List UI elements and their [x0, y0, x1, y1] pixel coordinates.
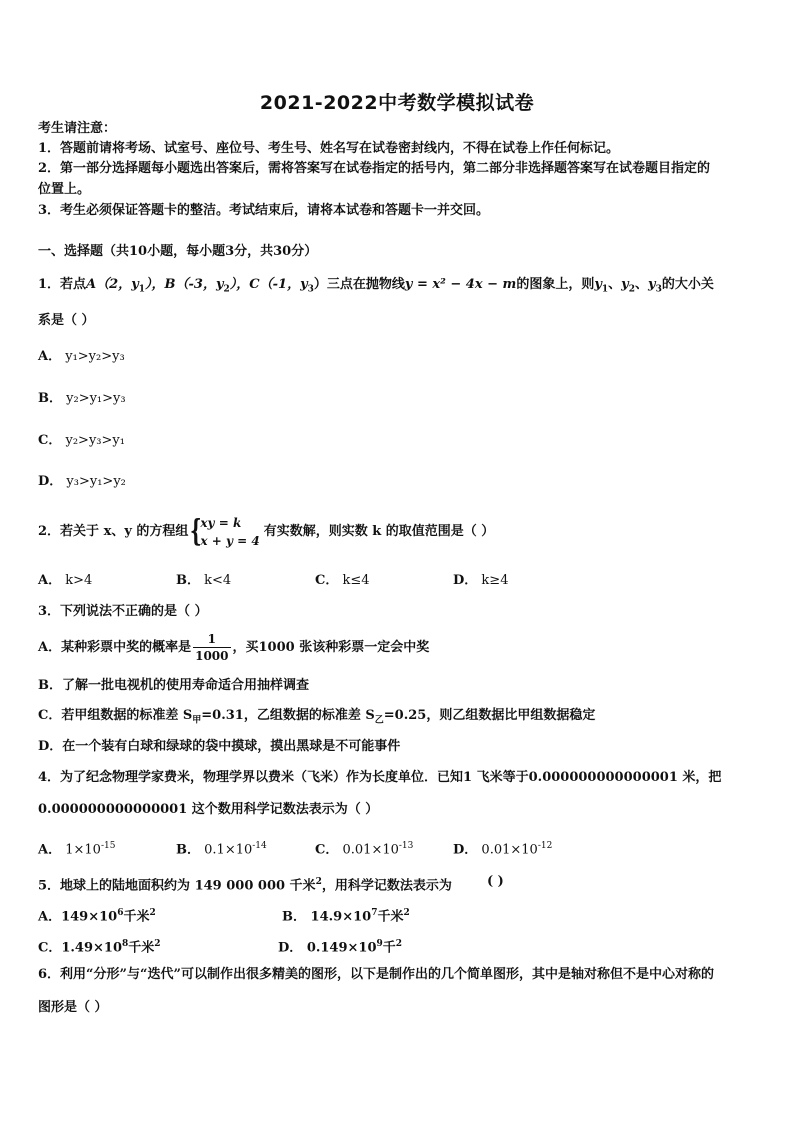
q2-option-d[interactable]: [453, 572, 508, 590]
q5-option-b-label: B．: [282, 909, 306, 925]
q2-option-b[interactable]: [176, 572, 231, 590]
q2-brace: {: [190, 513, 202, 549]
q2-option-d-label: D．: [453, 573, 478, 588]
q4-option-b-exp: -14: [252, 841, 267, 851]
q5-option-c[interactable]: [38, 935, 161, 957]
q2-equation-system: [190, 514, 259, 550]
q5-answer-bracket: ( ): [487, 874, 504, 889]
q2-prefix: 2．若关于 x、y 的方程组: [38, 524, 189, 539]
q4-option-b-label: B．: [176, 842, 200, 858]
q3-option-a-suffix: ，买1000 张该种彩票一定会中奖: [232, 640, 430, 655]
q4-option-a-base: 1×10: [65, 842, 101, 858]
q1-option-b-text: y₂>y₁>y₃: [66, 391, 126, 406]
q2-option-a[interactable]: [38, 572, 92, 590]
q5-option-c-unit-exp: 2: [154, 939, 161, 949]
q1-sub-b: 2: [223, 284, 230, 295]
q3-option-a-prefix: A．某种彩票中奖的概率是: [38, 640, 192, 655]
q1-after: 的图象上，则: [516, 277, 595, 292]
q5-option-d-exp: 9: [376, 939, 383, 949]
q5-stem-tail: ，用科学记数法表示为: [321, 878, 452, 894]
q1-y-c: y: [300, 277, 308, 292]
q1-point-b: ），B（-3，: [145, 277, 216, 292]
exam-title: 2021-2022中考数学模拟试卷: [259, 92, 535, 114]
notice-item-2: 2．第一部分选择题每小题选出答案后，需将答案写在试卷指定的括号内，第二部分非选择题答案写在试卷题目指定的: [38, 161, 711, 176]
q3-sub-yi: 乙: [374, 715, 384, 726]
q5-option-d-label: D．: [278, 940, 303, 956]
q3-option-b[interactable]: B．了解一批电视机的使用寿命适合用抽样调查: [38, 678, 309, 693]
q5-stem-text: 5．地球上的陆地面积约为 149 000 000 千米: [38, 878, 316, 894]
q3-option-d[interactable]: D．在一个装有白球和绿球的袋中摸球，摸出黑球是不可能事件: [38, 739, 401, 754]
q5-option-b-unit: 千米: [377, 909, 404, 925]
q5-option-d-base: 0.149×10: [306, 940, 377, 956]
q5-option-b-base: 14.9×10: [310, 909, 372, 925]
q4-option-c[interactable]: [315, 837, 413, 859]
notice-item-1: 1．答题前请将考场、试室号、座位号、考生号、姓名写在试卷密封线内，不得在试卷上作任何标记。: [38, 141, 620, 156]
q3-fraction: [193, 631, 230, 664]
q1-option-a-label: A．: [38, 349, 62, 364]
notice-heading: 考生请注意：: [38, 121, 117, 136]
q2-option-b-label: B．: [176, 573, 200, 588]
notice-item-3: 3．考生必须保证答题卡的整洁。考试结束后，请将本试卷和答题卡一并交回。: [38, 203, 490, 218]
q2-option-c[interactable]: [315, 572, 370, 590]
q3-option-c[interactable]: [38, 707, 595, 730]
q1-y-a: y: [131, 277, 139, 292]
q1-sub-a: 1: [138, 284, 146, 295]
q2-equation-2: x + y = 4: [200, 533, 260, 548]
q3-fraction-numerator: 1: [193, 631, 230, 648]
q1-y3: y: [648, 277, 656, 292]
q2-option-a-text: k>4: [65, 573, 93, 588]
q4-option-d-base: 0.01×10: [481, 842, 538, 858]
section-heading-choice: 一、选择题（共10小题，每小题3分，共30分）: [38, 244, 318, 259]
q1-option-b[interactable]: [38, 390, 126, 408]
q5-option-c-label: C．: [38, 940, 62, 956]
q1-y2-sub: 2: [628, 284, 635, 295]
q4-option-c-exp: -13: [398, 841, 414, 851]
question-4-stem: 4．为了纪念物理学家费米，物理学界以费米（飞米）作为长度单位．已知1 飞米等于0.000000000000001 米，把: [38, 770, 722, 785]
q4-option-a-label: A．: [38, 842, 62, 858]
question-4-stem-cont: 0.000000000000001 这个数用科学记数法表示为（ ）: [38, 802, 379, 817]
q2-option-d-text: k≥4: [481, 573, 509, 588]
q2-option-c-label: C．: [315, 573, 339, 588]
q3-option-c-suffix: =0.25，则乙组数据比甲组数据稳定: [383, 708, 596, 723]
q5-option-d-unit: 千: [382, 940, 396, 956]
q1-formula: y = x² − 4x − m: [404, 277, 517, 292]
q4-option-d-exp: -12: [537, 841, 553, 851]
q1-point-c: ），C（-1，: [229, 277, 301, 292]
q5-option-a[interactable]: [38, 904, 156, 926]
q4-option-a-exp: -15: [100, 841, 116, 851]
q1-y1: y: [594, 277, 602, 292]
q1-option-a[interactable]: [38, 348, 125, 366]
q2-suffix: 有实数解，则实数 k 的取值范围是（ ）: [263, 524, 495, 539]
q1-option-a-text: y₁>y₂>y₃: [65, 349, 125, 364]
q4-option-d[interactable]: [453, 837, 552, 859]
question-6-stem-cont: 图形是（ ）: [38, 1000, 108, 1015]
q3-option-c-prefix: C．若甲组数据的标准差 S: [38, 708, 193, 723]
q1-y3-sub: 3: [655, 284, 662, 295]
q5-option-a-base: 149×10: [61, 909, 118, 925]
q1-prefix: 1．若点: [38, 277, 87, 292]
q1-y-b: y: [215, 277, 224, 292]
question-1-stem: 1．若点A（2，$y_1$），B（-3，$y_2$），C（-1，$y_3$）三点在抛物线y = x² − 4x − m的图象上，则$y_1$、$y_2$、$y_3$的大小关: [38, 277, 714, 295]
notice-item-2-cont: 位置上。: [38, 182, 91, 197]
q3-option-a[interactable]: [38, 630, 429, 666]
q1-option-c-text: y₂>y₃>y₁: [65, 433, 125, 448]
question-2-stem: [38, 512, 494, 552]
q1-option-c-label: C．: [38, 433, 62, 448]
question-5-stem: [38, 873, 452, 895]
q1-tail: 的大小关: [661, 277, 714, 292]
q5-option-a-label: A．: [38, 909, 62, 925]
question-3-stem: 3．下列说法不正确的是（ ）: [38, 604, 208, 619]
q1-option-d[interactable]: [38, 473, 126, 491]
q1-option-c[interactable]: [38, 432, 125, 450]
q4-option-c-base: 0.01×10: [342, 842, 399, 858]
q3-sub-jia: 甲: [192, 715, 202, 726]
q5-option-d-unit-exp: 2: [395, 939, 403, 949]
q5-option-b[interactable]: [282, 904, 410, 926]
q4-option-a[interactable]: [38, 837, 115, 859]
q5-option-c-base: 1.49×10: [61, 940, 123, 956]
q5-option-b-exp: 7: [371, 908, 378, 918]
q5-option-c-unit: 千米: [128, 940, 155, 956]
q5-option-b-unit-exp: 2: [403, 908, 410, 918]
q2-option-b-text: k<4: [204, 573, 232, 588]
question-6-stem: 6．利用“分形”与“迭代”可以制作出很多精美的图形，以下是制作出的几个简单图形，其中是轴对称但不是中心对称的: [38, 967, 714, 982]
q3-fraction-denominator: 1000: [195, 649, 229, 663]
question-1-stem-cont: 系是（ ）: [38, 313, 95, 328]
q4-option-d-label: D．: [453, 842, 478, 858]
q3-option-c-mid: =0.31，乙组数据的标准差 S: [201, 708, 375, 723]
q4-option-b-base: 0.1×10: [204, 842, 253, 858]
q4-option-c-label: C．: [315, 842, 339, 858]
q1-option-d-text: y₃>y₁>y₂: [66, 474, 126, 489]
q5-stem-exp: 2: [315, 877, 322, 887]
q5-option-a-exp: 6: [117, 908, 124, 918]
q1-point-a: A（2，: [86, 277, 132, 292]
q1-option-b-label: B．: [38, 391, 62, 406]
q5-option-a-unit-exp: 2: [149, 908, 156, 918]
q2-option-a-label: A．: [38, 573, 62, 588]
q1-option-d-label: D．: [38, 474, 63, 489]
q5-option-a-unit: 千米: [123, 909, 150, 925]
q5-option-c-exp: 8: [122, 939, 129, 949]
q4-option-b[interactable]: [176, 837, 267, 859]
q2-equation-1: xy = k: [200, 515, 242, 530]
q1-y1-sub: 1: [601, 284, 609, 295]
q5-option-d[interactable]: [278, 935, 402, 957]
q1-y2: y: [621, 277, 629, 292]
q2-option-c-text: k≤4: [342, 573, 370, 588]
q1-mid: ）三点在抛物线: [313, 277, 405, 292]
q1-sub-c: 3: [307, 284, 314, 295]
